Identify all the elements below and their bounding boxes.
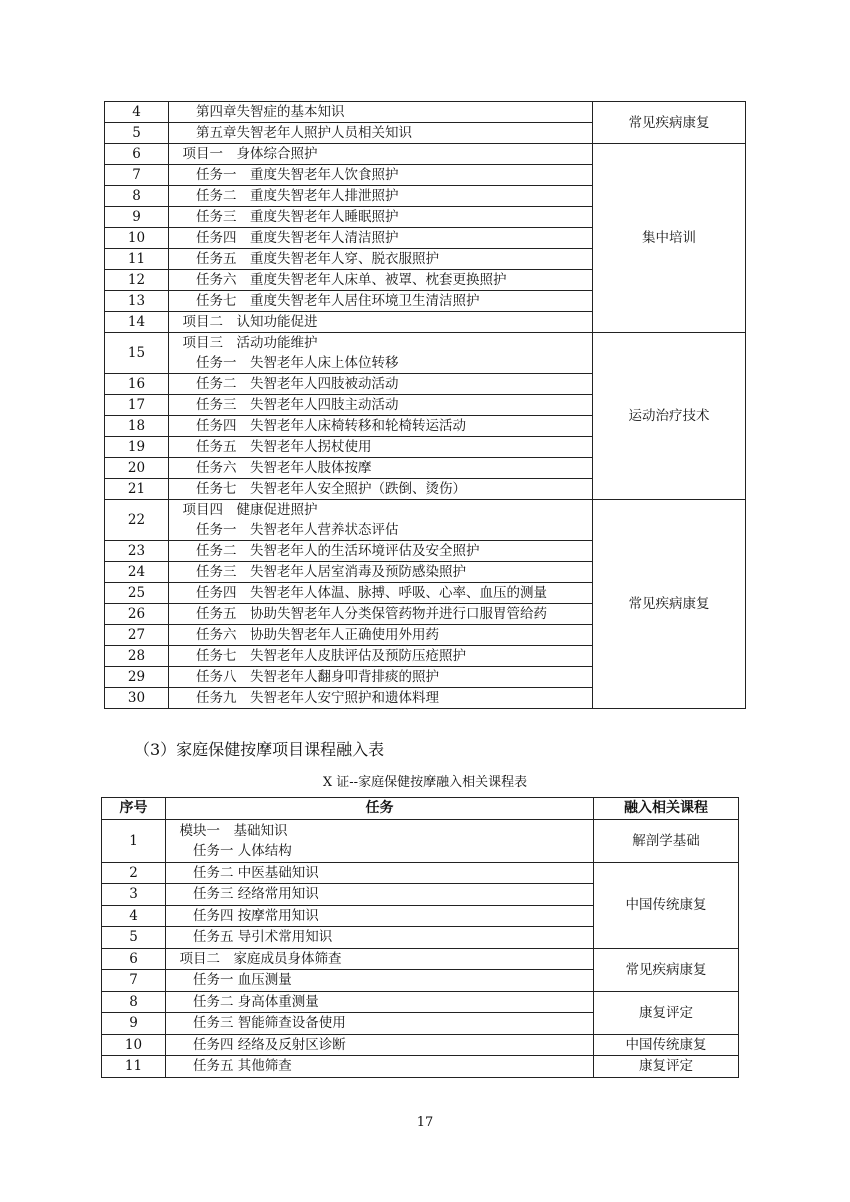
task-cell: 项目一 身体综合照护 bbox=[169, 144, 593, 165]
row-number: 30 bbox=[105, 688, 169, 709]
row-number: 18 bbox=[105, 416, 169, 437]
task-line: 项目三 活动功能维护 bbox=[169, 335, 318, 351]
row-number: 22 bbox=[105, 500, 169, 541]
task-cell: 任务二 中医基础知识 bbox=[166, 862, 594, 884]
table-row bbox=[102, 1034, 739, 1056]
row-number: 29 bbox=[105, 667, 169, 688]
task-cell: 任务二 失智老年人四肢被动活动 bbox=[169, 374, 593, 395]
task-cell: 任务一 重度失智老年人饮食照护 bbox=[169, 165, 593, 186]
task-cell: 任务七 失智老年人安全照护（跌倒、烫伤） bbox=[169, 479, 593, 500]
row-number: 6 bbox=[102, 948, 166, 970]
table-caption: X 证--家庭保健按摩融入相关课程表 bbox=[322, 775, 528, 790]
task-cell: 任务五 其他筛查 bbox=[166, 1056, 594, 1078]
row-number: 7 bbox=[102, 970, 166, 992]
row-number: 20 bbox=[105, 458, 169, 479]
task-cell: 项目二 认知功能促进 bbox=[169, 312, 593, 333]
row-number: 8 bbox=[102, 991, 166, 1013]
task-cell: 任务一 血压测量 bbox=[166, 970, 594, 992]
row-number: 9 bbox=[105, 207, 169, 228]
task-cell: 任务四 按摩常用知识 bbox=[166, 905, 594, 927]
row-number: 11 bbox=[102, 1056, 166, 1078]
section-heading: （3）家庭保健按摩项目课程融入表 bbox=[134, 740, 385, 759]
task-cell: 任务三 重度失智老年人睡眠照护 bbox=[169, 207, 593, 228]
task-cell: 任务二 重度失智老年人排泄照护 bbox=[169, 186, 593, 207]
task-cell: 任务八 失智老年人翻身叩背排痰的照护 bbox=[169, 667, 593, 688]
course-cell: 中国传统康复 bbox=[594, 1034, 739, 1056]
row-number: 23 bbox=[105, 541, 169, 562]
task-cell: 任务五 重度失智老年人穿、脱衣服照护 bbox=[169, 249, 593, 270]
row-number: 2 bbox=[102, 862, 166, 884]
task-cell: 任务四 失智老年人体温、脉搏、呼吸、心率、血压的测量 bbox=[169, 583, 593, 604]
table-row bbox=[102, 991, 739, 1013]
row-number: 10 bbox=[102, 1034, 166, 1056]
home-massage-course-table bbox=[101, 797, 739, 1078]
table-row bbox=[105, 144, 746, 165]
task-cell: 任务四 重度失智老年人清洁照护 bbox=[169, 228, 593, 249]
row-number: 21 bbox=[105, 479, 169, 500]
row-number: 26 bbox=[105, 604, 169, 625]
row-number: 10 bbox=[105, 228, 169, 249]
row-number: 1 bbox=[102, 819, 166, 862]
course-cell: 康复评定 bbox=[594, 991, 739, 1034]
course-cell: 常见疾病康复 bbox=[593, 500, 746, 709]
table-row bbox=[105, 102, 746, 123]
training-course-table-continued bbox=[104, 101, 746, 709]
course-cell: 康复评定 bbox=[594, 1056, 739, 1078]
task-cell: 任务六 协助失智老年人正确使用外用药 bbox=[169, 625, 593, 646]
task-cell: 任务三 经络常用知识 bbox=[166, 884, 594, 906]
row-number: 7 bbox=[105, 165, 169, 186]
task-cell: 任务二 身高体重测量 bbox=[166, 991, 594, 1013]
row-number: 13 bbox=[105, 291, 169, 312]
row-number: 28 bbox=[105, 646, 169, 667]
task-cell: 任务四 经络及反射区诊断 bbox=[166, 1034, 594, 1056]
row-number: 3 bbox=[102, 884, 166, 906]
header-course: 融入相关课程 bbox=[594, 798, 739, 820]
course-cell: 常见疾病康复 bbox=[594, 948, 739, 991]
row-number: 14 bbox=[105, 312, 169, 333]
task-cell: 第五章失智老年人照护人员相关知识 bbox=[169, 123, 593, 144]
course-cell: 运动治疗技术 bbox=[593, 333, 746, 500]
table-row bbox=[105, 333, 746, 374]
row-number: 15 bbox=[105, 333, 169, 374]
task-cell: 任务七 重度失智老年人居住环境卫生清洁照护 bbox=[169, 291, 593, 312]
task-cell: 任务四 失智老年人床椅转移和轮椅转运活动 bbox=[169, 416, 593, 437]
row-number: 19 bbox=[105, 437, 169, 458]
task-cell: 任务三 智能筛查设备使用 bbox=[166, 1013, 594, 1035]
row-number: 4 bbox=[102, 905, 166, 927]
header-number: 序号 bbox=[102, 798, 166, 820]
task-line: 任务一 人体结构 bbox=[166, 842, 292, 859]
task-line: 任务一 失智老年人营养状态评估 bbox=[169, 522, 399, 538]
task-cell: 任务五 导引术常用知识 bbox=[166, 927, 594, 949]
table-row bbox=[102, 819, 739, 862]
task-cell: 任务七 失智老年人皮肤评估及预防压疮照护 bbox=[169, 646, 593, 667]
course-cell: 解剖学基础 bbox=[594, 819, 739, 862]
page-number: 17 bbox=[416, 1115, 434, 1130]
task-cell: 任务六 失智老年人肢体按摩 bbox=[169, 458, 593, 479]
row-number: 11 bbox=[105, 249, 169, 270]
task-cell: 任务五 失智老年人拐杖使用 bbox=[169, 437, 593, 458]
course-cell: 集中培训 bbox=[593, 144, 746, 333]
task-cell: 任务三 失智老年人居室消毒及预防感染照护 bbox=[169, 562, 593, 583]
task-line: 任务一 失智老年人床上体位转移 bbox=[169, 355, 399, 371]
table-row bbox=[102, 948, 739, 970]
task-cell bbox=[169, 333, 593, 374]
row-number: 12 bbox=[105, 270, 169, 291]
task-line: 模块一 基础知识 bbox=[166, 822, 288, 839]
row-number: 16 bbox=[105, 374, 169, 395]
row-number: 8 bbox=[105, 186, 169, 207]
row-number: 25 bbox=[105, 583, 169, 604]
task-cell: 任务五 协助失智老年人分类保管药物并进行口服胃管给药 bbox=[169, 604, 593, 625]
row-number: 17 bbox=[105, 395, 169, 416]
row-number: 6 bbox=[105, 144, 169, 165]
task-cell: 任务三 失智老年人四肢主动活动 bbox=[169, 395, 593, 416]
row-number: 9 bbox=[102, 1013, 166, 1035]
task-cell: 项目二 家庭成员身体筛查 bbox=[166, 948, 594, 970]
row-number: 4 bbox=[105, 102, 169, 123]
task-cell: 任务二 失智老年人的生活环境评估及安全照护 bbox=[169, 541, 593, 562]
table-row bbox=[105, 500, 746, 541]
task-line: 项目四 健康促进照护 bbox=[169, 502, 318, 518]
course-cell: 中国传统康复 bbox=[594, 862, 739, 948]
row-number: 27 bbox=[105, 625, 169, 646]
task-cell: 第四章失智症的基本知识 bbox=[169, 102, 593, 123]
row-number: 5 bbox=[102, 927, 166, 949]
task-cell: 任务九 失智老年人安宁照护和遗体料理 bbox=[169, 688, 593, 709]
task-cell bbox=[166, 819, 594, 862]
table-row bbox=[102, 1056, 739, 1078]
row-number: 5 bbox=[105, 123, 169, 144]
task-cell bbox=[169, 500, 593, 541]
table-row bbox=[102, 862, 739, 884]
header-task: 任务 bbox=[166, 798, 594, 820]
header-row bbox=[102, 798, 739, 820]
course-cell: 常见疾病康复 bbox=[593, 102, 746, 144]
row-number: 24 bbox=[105, 562, 169, 583]
task-cell: 任务六 重度失智老年人床单、被罩、枕套更换照护 bbox=[169, 270, 593, 291]
